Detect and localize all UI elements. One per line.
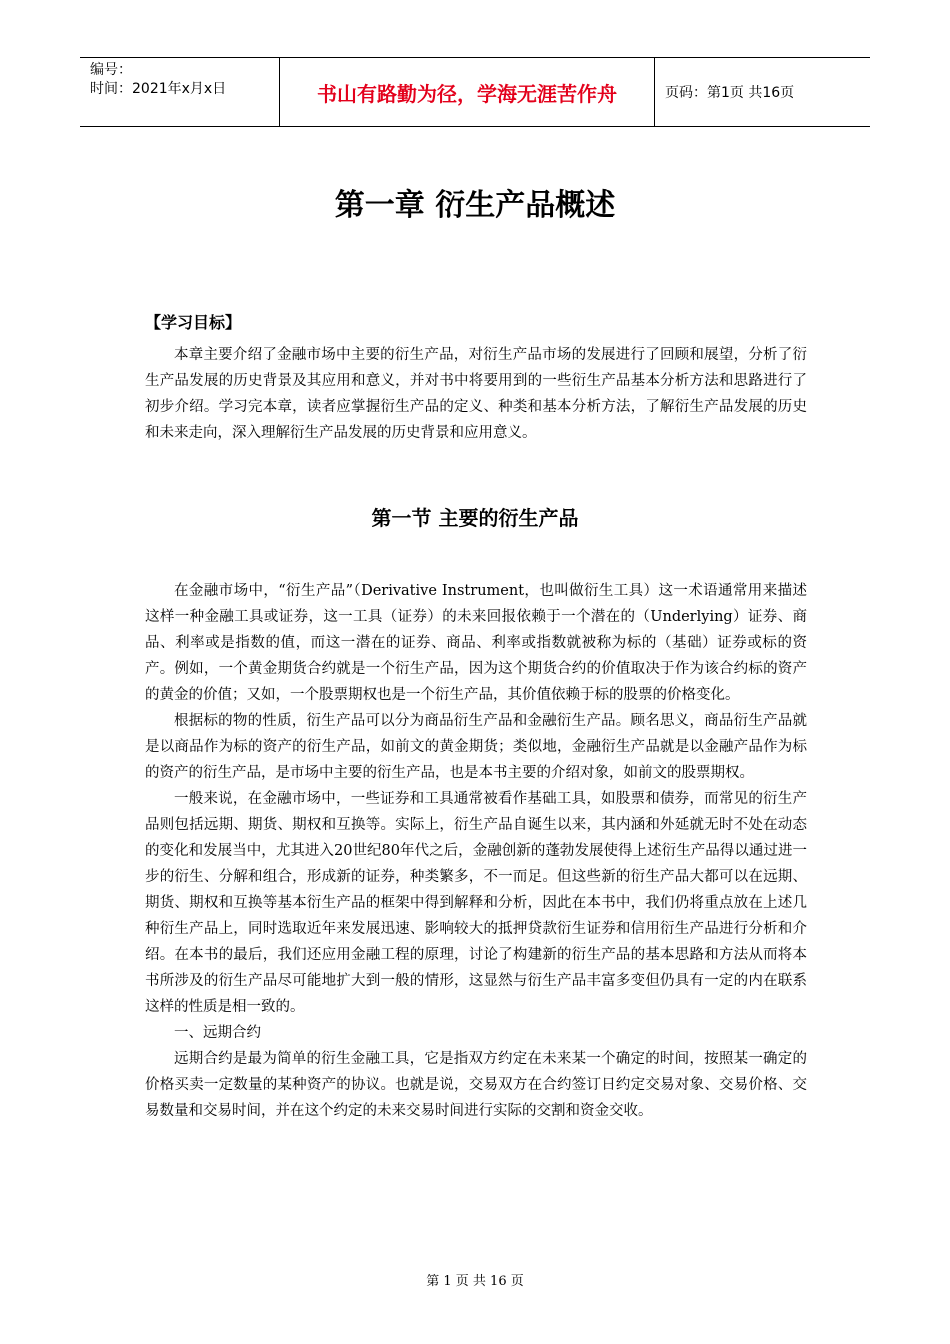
body-text (145, 578, 807, 1124)
chapter-title: 第一章 衍生产品概述 (334, 188, 616, 223)
page-footer: 第 1 页 共 16 页 (426, 1274, 524, 1289)
header-motto: 书山有路勤为径，学海无涯苦作舟 (280, 58, 655, 126)
time-label: 时间：2021年x月x日 (90, 81, 227, 97)
number-label: 编号： (90, 62, 132, 78)
header-meta (80, 58, 280, 126)
page-header (80, 57, 870, 127)
section-title: 第一节 主要的衍生产品 (371, 506, 579, 530)
body-paragraph: 一般来说，在金融市场中，一些证券和工具通常被看作基础工具，如股票和债券，而常见的衍生产品则包括远期、期货、期权和互换等。实际上，衍生产品自诞生以来，其内涵和外延就无时不处在动态的变化和发展当中，尤其进入20世纪80年代之后，金融创新的蓬勃发展使得上述衍生产品得以通过进一步的衍生、分解和组合，形成新的证券，种类繁多，不一而足。但这些新的衍生产品大都可以在远期、期货、期权和互换等基本衍生产品的框架中得到解释和分析，因此在本书中，我们仍将重点放在上述几种衍生产品上，同时选取近年来发展迅速、影响较大的抵押贷款衍生证券和信用衍生产品进行分析和介绍。在本书的最后，我们还应用金融工程的原理，讨论了构建新的衍生产品的基本思路和方法从而将本书所涉及的衍生产品尽可能地扩大到一般的情形，这显然与衍生产品丰富多变但仍具有一定的内在联系这样的性质是相一致的。 (145, 791, 807, 1015)
subsection-heading: 一、远期合约 (174, 1025, 261, 1041)
objective-block (145, 342, 807, 446)
body-paragraph: 远期合约是最为简单的衍生金融工具，它是指双方约定在未来某一个确定的时间，按照某一确定的价格买卖一定数量的某种资产的协议。也就是说，交易双方在合约签订日约定交易对象、交易价格、交易数量和交易时间，并在这个约定的未来交易时间进行实际的交割和资金交收。 (145, 1051, 807, 1119)
objective-paragraph: 本章主要介绍了金融市场中主要的衍生产品，对衍生产品市场的发展进行了回顾和展望，分析了衍生产品发展的历史背景及其应用和意义，并对书中将要用到的一些衍生产品基本分析方法和思路进行了初步介绍。学习完本章，读者应掌握衍生产品的定义、种类和基本分析方法，了解衍生产品发展的历史和未来走向，深入理解衍生产品发展的历史背景和应用意义。 (145, 347, 807, 441)
body-paragraph: 根据标的物的性质，衍生产品可以分为商品衍生产品和金融衍生产品。顾名思义，商品衍生产品就是以商品作为标的资产的衍生产品，如前文的黄金期货；类似地，金融衍生产品就是以金融产品作为标的资产的衍生产品，是市场中主要的衍生产品，也是本书主要的介绍对象，如前文的股票期权。 (145, 713, 807, 781)
objective-heading: 【学习目标】 (145, 313, 242, 332)
body-paragraph: 在金融市场中，“衍生产品”（Derivative Instrument，也叫做衍生工具）这一术语通常用来描述这样一种金融工具或证券，这一工具（证券）的未来回报依赖于一个潜在的（Underlying）证券、商品、利率或是指数的值，而这一潜在的证券、商品、利率或指数就被称为标的（基础）证券或标的资产。例如，一个黄金期货合约就是一个衍生产品，因为这个期货合约的价值取决于作为该合约标的资产的黄金的价值；又如，一个股票期权也是一个衍生产品，其价值依赖于标的股票的价格变化。 (145, 583, 807, 703)
header-page-info: 页码：第1页 共16页 (665, 85, 795, 101)
